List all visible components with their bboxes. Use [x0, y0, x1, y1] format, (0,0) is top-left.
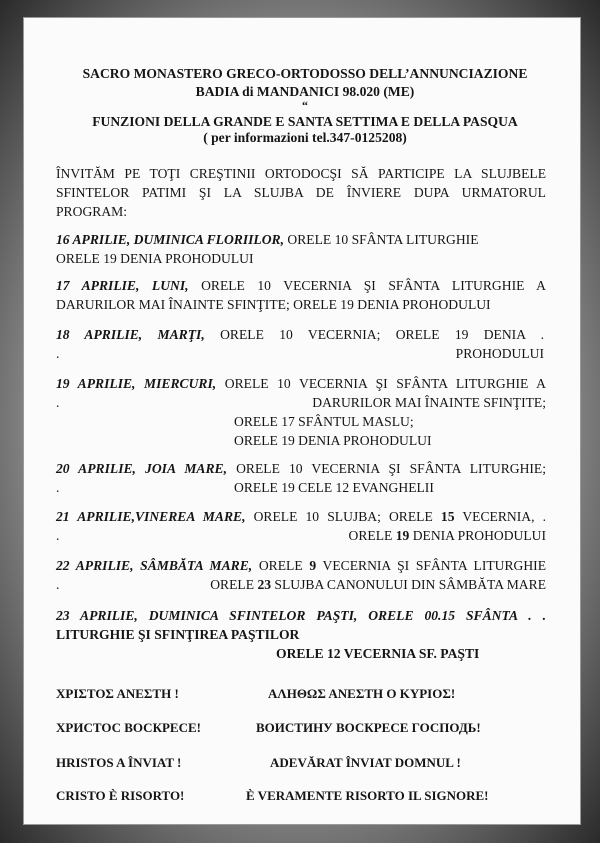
- schedule-item-23: [56, 606, 546, 663]
- greeting-greek-reply: ΑΛΗΘΩΣ ΑΝΕΣΤΗ Ο ΚΥΡΙΟΣ!: [268, 686, 456, 701]
- stray-dot: .: [56, 480, 60, 495]
- schedule-day: 22 APRILIE, SÂMBĂTA MARE,: [56, 558, 253, 573]
- header-contact: ( per informazioni tel.347-0125208): [203, 130, 407, 145]
- greeting-italian: CRISTO È RISORTO!: [56, 788, 185, 803]
- schedule-item-17: [56, 276, 546, 314]
- schedule-day: 20 APRILIE, JOIA MARE,: [56, 461, 228, 476]
- intro-line: SFINTELOR PATIMI ŞI LA SLUJBA DE ÎNVIERE DUPA URMATORUL: [56, 185, 546, 200]
- schedule-text: ORELE 10 SLUJBA; ORELE: [245, 509, 441, 524]
- schedule-day: 19 APRILIE, MIERCURI,: [56, 376, 217, 391]
- schedule-text: ORELE 19 DENIA PROHODULUI: [56, 251, 254, 266]
- schedule-time: 9: [309, 558, 317, 573]
- schedule-item-20: [56, 459, 546, 497]
- schedule-day: 16 APRILIE, DUMINICA FLORIILOR,: [56, 232, 284, 247]
- schedule-text: ORELE 10 VECERNIA; ORELE 19 DENIA .: [204, 327, 544, 342]
- schedule-text: ORELE 19 DENIA PROHODULUI: [234, 433, 432, 448]
- greeting-greek: ΧΡΙΣΤΟΣ ΑΝΕΣΤΗ !: [56, 686, 179, 701]
- schedule-day: 23 APRILIE, DUMINICA SFINTELOR PAŞTI, ORELE 00.15 SFÂNTA . .: [56, 608, 546, 623]
- intro-line: ÎNVITĂM PE TOŢI CREŞTINII ORTODOCŞI SĂ PARTICIPE LA SLUJBELE: [56, 166, 546, 181]
- schedule-text: VECERNIA, .: [454, 509, 546, 524]
- schedule-day: 17 APRILIE, LUNI,: [56, 278, 189, 293]
- schedule-text: ORELE 19 CELE 12 EVANGHELII: [234, 480, 434, 495]
- schedule-item-21: [56, 507, 546, 545]
- schedule-text: ORELE 10 VECERNIA ŞI SFÂNTA LITURGHIE A: [188, 278, 546, 293]
- schedule-text: DARURILOR MAI ÎNAINTE SFINŢITE; ORELE 19 DENIA PROHODULUI: [56, 297, 491, 312]
- document-page: [24, 18, 580, 824]
- schedule-text: ORELE 10 VECERNIA ŞI SFÂNTA LITURGHIE A: [216, 376, 546, 391]
- greeting-russian: ХРИСТОС ВОСКРЕСЕ!: [56, 720, 201, 735]
- greeting-italian-reply: È VERAMENTE RISORTO IL SIGNORE!: [246, 788, 489, 803]
- intro-paragraph: [56, 164, 546, 221]
- schedule-item-18: [56, 325, 544, 363]
- stray-dot: .: [56, 395, 60, 410]
- schedule-text: ORELE 10 SFÂNTA LITURGHIE: [284, 232, 479, 247]
- schedule-text: ORELE: [252, 558, 310, 573]
- schedule-text: ORELE 17 SFÂNTUL MASLU;: [234, 414, 414, 429]
- schedule-item-19: [56, 374, 546, 450]
- schedule-text: DARURILOR MAI ÎNAINTE SFINŢITE;: [312, 395, 546, 410]
- header-address: BADIA di MANDANICI 98.020 (ME): [195, 84, 415, 99]
- greeting-romanian: HRISTOS A ÎNVIAT !: [56, 755, 182, 770]
- greeting-romanian-reply: ADEVĂRAT ÎNVIAT DOMNUL !: [270, 755, 461, 770]
- schedule-text: ORELE 12 VECERNIA SF. PAŞTI: [276, 646, 480, 661]
- schedule-text: ORELE: [210, 577, 258, 592]
- header-subtitle: FUNZIONI DELLA GRANDE E SANTA SETTIMA E DELLA PASQUA: [92, 114, 518, 129]
- schedule-text: LITURGHIE ŞI SFINŢIREA PAŞTILOR: [56, 627, 300, 642]
- schedule-time: 15: [440, 509, 455, 524]
- greeting-russian-reply: ВОИСТИНУ ВОСКРЕСЕ ГОСПОДЬ!: [256, 720, 481, 735]
- stray-dot: .: [56, 577, 60, 592]
- schedule-text: PROHODULUI: [455, 346, 544, 361]
- schedule-text: VECERNIA ŞI SFÂNTA LITURGHIE: [316, 558, 547, 573]
- header-quote-mark: “: [302, 98, 308, 112]
- schedule-item-16: [56, 230, 556, 268]
- header-title: SACRO MONASTERO GRECO-ORTODOSSO DELL’ANNUNCIAZIONE: [82, 66, 528, 81]
- schedule-time: 23: [257, 577, 272, 592]
- schedule-day: 21 APRILIE,VINEREA MARE,: [56, 509, 246, 524]
- stray-dot: .: [56, 346, 60, 361]
- intro-line: PROGRAM:: [56, 204, 128, 219]
- schedule-text: ORELE: [348, 528, 396, 543]
- schedule-text: ORELE 10 VECERNIA ŞI SFÂNTA LITURGHIE;: [227, 461, 546, 476]
- schedule-time: 19: [395, 528, 410, 543]
- schedule-day: 18 APRILIE, MARŢI,: [56, 327, 205, 342]
- schedule-item-22: [56, 556, 546, 594]
- schedule-text: DENIA PROHODULUI: [409, 528, 546, 543]
- schedule-text: SLUJBA CANONULUI DIN SÂMBĂTA MARE: [271, 577, 546, 592]
- stray-dot: .: [56, 528, 60, 543]
